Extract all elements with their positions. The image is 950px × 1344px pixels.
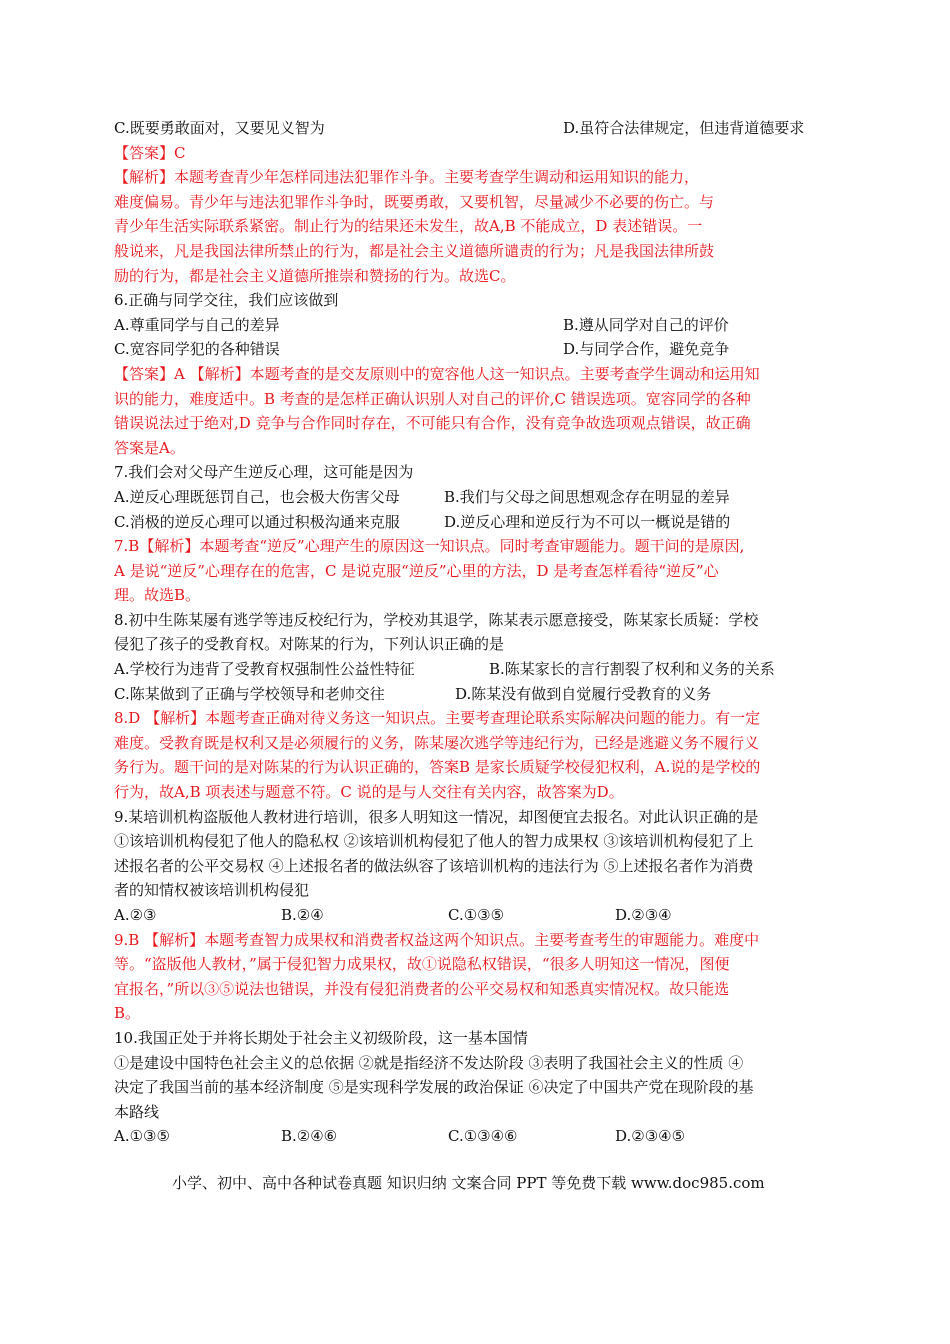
q10-options-row <box>114 1124 840 1149</box>
q9-stem-line: 者的知情权被该培训机构侵犯 <box>114 881 310 900</box>
q5-answer: 【答案】C <box>114 143 186 162</box>
q8-options-row <box>114 682 840 707</box>
q8-analysis-line: 8.D 【解析】本题考查正确对待义务这一知识点。主要考查理论联系实际解决问题的能力。有一定 <box>114 709 761 728</box>
q8-stem-line: 8.初中生陈某屡有逃学等违反校纪行为，学校劝其退学，陈某表示愿意接受，陈某家长质疑：学校 <box>114 610 759 629</box>
q7-option-d: D.逆反心理和逆反行为不可以一概说是错的 <box>444 512 731 531</box>
q7-option-b: B.我们与父母之间思想观念存在明显的差异 <box>444 487 730 506</box>
q5-analysis-line: 般说来，凡是我国法律所禁止的行为，都是社会主义道德所谴责的行为；凡是我国法律所鼓 <box>114 241 715 260</box>
q5-option-d: D.虽符合法律规定，但违背道德要求 <box>563 119 805 137</box>
q8-option-a: A.学校行为违背了受教育权强制性公益性特征 <box>114 660 415 679</box>
q5-analysis-line: 青少年生活实际联系紧密。制止行为的结果还未发生，故A,B 不能成立，D 表述错误。一 <box>114 217 703 236</box>
q7-option-a: A.逆反心理既惩罚自己，也会极大伤害父母 <box>114 487 400 506</box>
q10-option-c: C.①③④⑥ <box>448 1127 518 1146</box>
q9-option-d: D.②③④ <box>615 906 672 924</box>
q9-stem-line: 述报名者的公平交易权 ④上述报名者的做法纵容了该培训机构的违法行为 ⑤上述报名者作为消费 <box>114 856 754 875</box>
q7-analysis-line: A 是说“逆反”心理存在的危害，C 是说克服“逆反”心里的方法，D 是考查怎样看待“逆反”心 <box>114 561 719 580</box>
q9-analysis-line: 9.B 【解析】本题考查智力成果权和消费者权益这两个知识点。主要考查考生的审题能力。难度中 <box>114 930 760 949</box>
q8-analysis-line: 难度。受教育既是权利又是必须履行的义务，陈某屡次逃学等违纪行为，已经是逃避义务不履行义 <box>114 733 760 752</box>
q10-stem-line: 决定了我国当前的基本经济制度 ⑤是实现科学发展的政治保证 ⑥决定了中国共产党在现阶段的基 <box>114 1078 754 1097</box>
q8-analysis-line: 务行为。题干问的是对陈某的行为认识正确的，答案B 是家长质疑学校侵犯权利，A.说的是学校的 <box>114 758 761 777</box>
q6-option-c: C.宽容同学犯的各种错误 <box>114 340 280 359</box>
q6-option-b: B.遵从同学对自己的评价 <box>563 315 729 334</box>
q7-analysis-line: 理。故选B。 <box>114 586 201 605</box>
q9-option-a: A.②③ <box>114 906 157 924</box>
q9-stem-line: 9.某培训机构盗版他人教材进行培训，很多人明知这一情况，却图便宜去报名。对此认识正确的是 <box>114 807 759 826</box>
q8-stem-line: 侵犯了孩子的受教育权。对陈某的行为，下列认识正确的是 <box>114 635 505 654</box>
q7-options-row <box>114 485 840 510</box>
q6-analysis-line: 错误说法过于绝对,D 竞争与合作同时存在，不可能只有合作，没有竞争故选项观点错误，故正确 <box>114 414 751 433</box>
q9-option-b: B.②④ <box>281 906 324 924</box>
q7-stem: 7.我们会对父母产生逆反心理，这可能是因为 <box>114 463 414 482</box>
q10-stem-line: ①是建设中国特色社会主义的总依据 ②就是指经济不发达阶段 ③表明了我国社会主义的性质 ④ <box>114 1053 744 1072</box>
q7-option-c: C.消极的逆反心理可以通过积极沟通来克服 <box>114 512 400 531</box>
q7-analysis-line: 7.B【解析】本题考查“逆反”心理产生的原因这一知识点。同时考查审题能力。题干问的是原因, <box>114 537 745 556</box>
q8-option-b: B.陈某家长的言行割裂了权利和义务的关系 <box>489 660 775 679</box>
q10-option-a: A.①③⑤ <box>114 1127 170 1146</box>
q9-analysis-line: B。 <box>114 1004 141 1023</box>
q9-stem-line: ①该培训机构侵犯了他人的隐私权 ②该培训机构侵犯了他人的智力成果权 ③该培训机构侵犯了上 <box>114 832 754 851</box>
q6-stem: 6.正确与同学交往，我们应该做到 <box>114 291 339 310</box>
q5-analysis-line: 励的行为，都是社会主义道德所推崇和赞扬的行为。故选C。 <box>114 266 516 285</box>
q8-option-d: D.陈某没有做到自觉履行受教育的义务 <box>455 684 712 703</box>
q9-options-row <box>114 903 840 928</box>
q10-option-d: D.②③④⑤ <box>615 1127 686 1146</box>
q10-stem-line: 10.我国正处于并将长期处于社会主义初级阶段，这一基本国情 <box>114 1028 528 1047</box>
q10-option-b: B.②④⑥ <box>281 1127 338 1146</box>
q5-option-c: C.既要勇敢面对，又要见义智为 <box>114 119 325 137</box>
q9-analysis-line: 等。“盗版他人教材，”属于侵犯智力成果权，故①说隐私权错误，“很多人明知这一情况，图便 <box>114 955 730 974</box>
question-content <box>114 116 840 1149</box>
q9-analysis-line: 宜报名，”所以③⑤说法也错误，并没有侵犯消费者的公平交易权和知悉真实情况权。故只能选 <box>114 979 730 998</box>
q6-option-d: D.与同学合作，避免竞争 <box>563 340 730 359</box>
q10-stem-line: 本路线 <box>114 1102 160 1121</box>
q8-options-row <box>114 657 840 682</box>
q9-option-c: C.①③⑤ <box>448 906 505 924</box>
q6-analysis-line: 【答案】A 【解析】本题考查的是交友原则中的宽容他人这一知识点。主要考查学生调动和运用知 <box>114 364 760 383</box>
q7-options-row <box>114 510 840 535</box>
page-footer: 小学、初中、高中各种试卷真题 知识归纳 文案合同 PPT 等免费下载 www.doc985.com <box>172 1174 765 1192</box>
q5-analysis-line: 难度偏易。青少年与违法犯罪作斗争时，既要勇敢，又要机智，尽量减少不必要的伤亡。与 <box>114 192 715 211</box>
q6-analysis-line: 答案是A。 <box>114 438 185 457</box>
q8-analysis-line: 行为，故A,B 项表述与题意不符。C 说的是与人交往有关内容，故答案为D。 <box>114 783 624 802</box>
q5-options-row <box>114 116 840 141</box>
q8-option-c: C.陈某做到了正确与学校领导和老帅交往 <box>114 684 385 703</box>
q6-analysis-line: 识的能力，难度适中。B 考查的是怎样正确认识别人对自己的评价,C 错误选项。宽容同学的各种 <box>114 389 751 408</box>
q6-option-a: A.尊重同学与自己的差异 <box>114 315 280 334</box>
q5-analysis-line: 【解析】本题考查青少年怎样同违法犯罪作斗争。主要考查学生调动和运用知识的能力， <box>114 168 700 187</box>
q6-options-row <box>114 313 840 338</box>
q6-options-row <box>114 337 840 362</box>
